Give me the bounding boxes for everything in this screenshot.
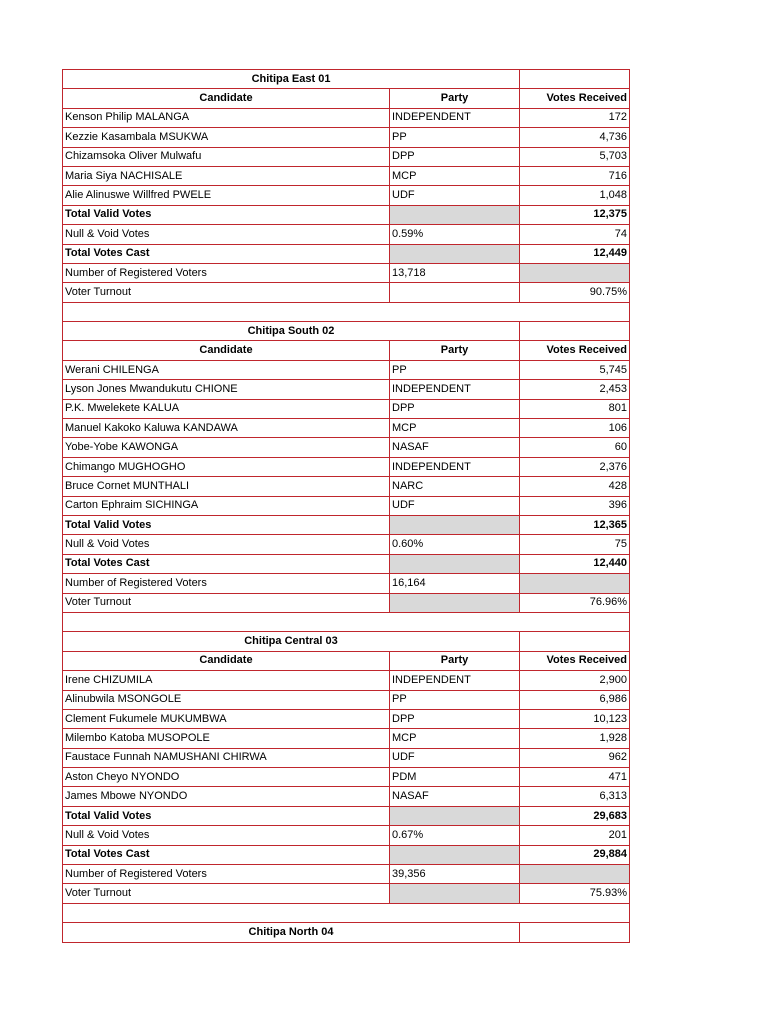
summary-mid: 0.67% [390, 826, 520, 845]
summary-row [63, 826, 630, 845]
candidate-row [63, 457, 630, 476]
summary-mid [390, 554, 520, 573]
summary-label: Total Valid Votes [63, 806, 390, 825]
candidate-name: Irene CHIZUMILA [63, 671, 390, 690]
summary-row [63, 845, 630, 864]
candidate-header: Candidate [63, 341, 390, 360]
candidate-party: PP [390, 690, 520, 709]
candidate-name: Kenson Philip MALANGA [63, 108, 390, 127]
candidate-row [63, 360, 630, 379]
candidate-name: Yobe-Yobe KAWONGA [63, 438, 390, 457]
party-header: Party [390, 341, 520, 360]
summary-mid: 13,718 [390, 263, 520, 282]
summary-label: Null & Void Votes [63, 535, 390, 554]
candidate-votes: 5,745 [520, 360, 630, 379]
candidate-party: DPP [390, 709, 520, 728]
summary-mid [390, 283, 520, 302]
candidate-row [63, 709, 630, 728]
votes-header: Votes Received [520, 651, 630, 670]
candidate-votes: 6,313 [520, 787, 630, 806]
party-header: Party [390, 89, 520, 108]
summary-label: Null & Void Votes [63, 225, 390, 244]
candidate-row [63, 380, 630, 399]
candidate-row [63, 108, 630, 127]
summary-mid [390, 884, 520, 903]
summary-label: Voter Turnout [63, 593, 390, 612]
summary-row [63, 535, 630, 554]
summary-value: 29,683 [520, 806, 630, 825]
results-table [62, 69, 630, 943]
summary-label: Total Valid Votes [63, 515, 390, 534]
summary-mid: 39,356 [390, 865, 520, 884]
summary-mid [390, 244, 520, 263]
section-title-blank [520, 632, 630, 651]
candidate-name: Clement Fukumele MUKUMBWA [63, 709, 390, 728]
candidate-row [63, 729, 630, 748]
candidate-votes: 471 [520, 768, 630, 787]
summary-row [63, 806, 630, 825]
section-title-row [63, 632, 630, 651]
candidate-party: DPP [390, 399, 520, 418]
candidate-name: Bruce Cornet MUNTHALI [63, 477, 390, 496]
candidate-party: DPP [390, 147, 520, 166]
summary-value: 75 [520, 535, 630, 554]
candidate-votes: 5,703 [520, 147, 630, 166]
candidate-row [63, 671, 630, 690]
section-title-blank [520, 322, 630, 341]
candidate-votes: 106 [520, 419, 630, 438]
section-title: Chitipa East 01 [63, 70, 520, 89]
summary-label: Number of Registered Voters [63, 574, 390, 593]
summary-row [63, 554, 630, 573]
summary-mid [390, 515, 520, 534]
candidate-party: NASAF [390, 787, 520, 806]
summary-row [63, 884, 630, 903]
candidate-header: Candidate [63, 89, 390, 108]
candidate-party: PDM [390, 768, 520, 787]
summary-value: 12,440 [520, 554, 630, 573]
summary-row [63, 865, 630, 884]
candidate-row [63, 399, 630, 418]
candidate-votes: 396 [520, 496, 630, 515]
summary-row [63, 593, 630, 612]
summary-value: 12,449 [520, 244, 630, 263]
summary-row [63, 205, 630, 224]
summary-value [520, 263, 630, 282]
candidate-name: Alinubwila MSONGOLE [63, 690, 390, 709]
summary-value: 76.96% [520, 593, 630, 612]
candidate-name: Chizamsoka Oliver Mulwafu [63, 147, 390, 166]
column-header-row [63, 651, 630, 670]
section-title: Chitipa South 02 [63, 322, 520, 341]
candidate-party: PP [390, 360, 520, 379]
summary-label: Total Votes Cast [63, 554, 390, 573]
candidate-name: Maria Siya NACHISALE [63, 166, 390, 185]
column-header-row [63, 341, 630, 360]
summary-mid [390, 845, 520, 864]
candidate-name: Carton Ephraim SICHINGA [63, 496, 390, 515]
section-spacer-row [63, 302, 630, 321]
section-title-row [63, 322, 630, 341]
summary-value: 75.93% [520, 884, 630, 903]
summary-value: 74 [520, 225, 630, 244]
candidate-party: INDEPENDENT [390, 380, 520, 399]
candidate-name: Lyson Jones Mwandukutu CHIONE [63, 380, 390, 399]
section-title-row [63, 70, 630, 89]
candidate-votes: 6,986 [520, 690, 630, 709]
candidate-votes: 962 [520, 748, 630, 767]
candidate-row [63, 166, 630, 185]
candidate-party: MCP [390, 729, 520, 748]
section-title: Chitipa North 04 [63, 923, 520, 942]
section-title: Chitipa Central 03 [63, 632, 520, 651]
summary-row [63, 515, 630, 534]
candidate-row [63, 477, 630, 496]
candidate-votes: 801 [520, 399, 630, 418]
candidate-row [63, 787, 630, 806]
candidate-votes: 716 [520, 166, 630, 185]
candidate-votes: 2,453 [520, 380, 630, 399]
summary-value: 29,884 [520, 845, 630, 864]
candidate-votes: 10,123 [520, 709, 630, 728]
spacer-cell [63, 612, 630, 631]
candidate-party: INDEPENDENT [390, 457, 520, 476]
summary-value: 12,375 [520, 205, 630, 224]
candidate-name: Werani CHILENGA [63, 360, 390, 379]
summary-label: Voter Turnout [63, 884, 390, 903]
summary-label: Total Votes Cast [63, 845, 390, 864]
candidate-party: NARC [390, 477, 520, 496]
summary-row [63, 225, 630, 244]
candidate-votes: 2,900 [520, 671, 630, 690]
candidate-votes: 1,928 [520, 729, 630, 748]
candidate-votes: 60 [520, 438, 630, 457]
summary-row [63, 574, 630, 593]
candidate-row [63, 768, 630, 787]
results-sheet [62, 69, 629, 943]
summary-value [520, 865, 630, 884]
candidate-name: Aston Cheyo NYONDO [63, 768, 390, 787]
candidate-row [63, 438, 630, 457]
candidate-name: P.K. Mwelekete KALUA [63, 399, 390, 418]
section-title-blank [520, 923, 630, 942]
party-header: Party [390, 651, 520, 670]
summary-label: Number of Registered Voters [63, 865, 390, 884]
summary-label: Number of Registered Voters [63, 263, 390, 282]
summary-label: Total Valid Votes [63, 205, 390, 224]
candidate-party: NASAF [390, 438, 520, 457]
candidate-row [63, 186, 630, 205]
votes-header: Votes Received [520, 89, 630, 108]
candidate-name: Faustace Funnah NAMUSHANI CHIRWA [63, 748, 390, 767]
candidate-party: MCP [390, 419, 520, 438]
summary-mid: 16,164 [390, 574, 520, 593]
summary-mid [390, 806, 520, 825]
summary-row [63, 283, 630, 302]
candidate-name: Manuel Kakoko Kaluwa KANDAWA [63, 419, 390, 438]
candidate-votes: 4,736 [520, 128, 630, 147]
candidate-row [63, 748, 630, 767]
candidate-party: INDEPENDENT [390, 671, 520, 690]
section-spacer-row [63, 612, 630, 631]
summary-row [63, 244, 630, 263]
summary-label: Null & Void Votes [63, 826, 390, 845]
candidate-party: UDF [390, 186, 520, 205]
candidate-votes: 1,048 [520, 186, 630, 205]
summary-value: 201 [520, 826, 630, 845]
column-header-row [63, 89, 630, 108]
candidate-name: Kezzie Kasambala MSUKWA [63, 128, 390, 147]
summary-mid: 0.60% [390, 535, 520, 554]
summary-mid [390, 205, 520, 224]
summary-row [63, 263, 630, 282]
section-title-blank [520, 70, 630, 89]
summary-value: 90.75% [520, 283, 630, 302]
candidate-row [63, 419, 630, 438]
candidate-name: Milembo Katoba MUSOPOLE [63, 729, 390, 748]
votes-header: Votes Received [520, 341, 630, 360]
candidate-party: UDF [390, 748, 520, 767]
candidate-votes: 172 [520, 108, 630, 127]
section-title-row [63, 923, 630, 942]
section-spacer-row [63, 903, 630, 922]
summary-label: Total Votes Cast [63, 244, 390, 263]
summary-value: 12,365 [520, 515, 630, 534]
candidate-party: PP [390, 128, 520, 147]
candidate-name: Alie Alinuswe Willfred PWELE [63, 186, 390, 205]
candidate-name: Chimango MUGHOGHO [63, 457, 390, 476]
summary-value [520, 574, 630, 593]
candidate-header: Candidate [63, 651, 390, 670]
summary-mid: 0.59% [390, 225, 520, 244]
candidate-name: James Mbowe NYONDO [63, 787, 390, 806]
candidate-votes: 428 [520, 477, 630, 496]
candidate-party: INDEPENDENT [390, 108, 520, 127]
candidate-row [63, 496, 630, 515]
candidate-party: UDF [390, 496, 520, 515]
candidate-party: MCP [390, 166, 520, 185]
spacer-cell [63, 302, 630, 321]
summary-mid [390, 593, 520, 612]
candidate-votes: 2,376 [520, 457, 630, 476]
summary-label: Voter Turnout [63, 283, 390, 302]
spacer-cell [63, 903, 630, 922]
candidate-row [63, 690, 630, 709]
candidate-row [63, 147, 630, 166]
candidate-row [63, 128, 630, 147]
